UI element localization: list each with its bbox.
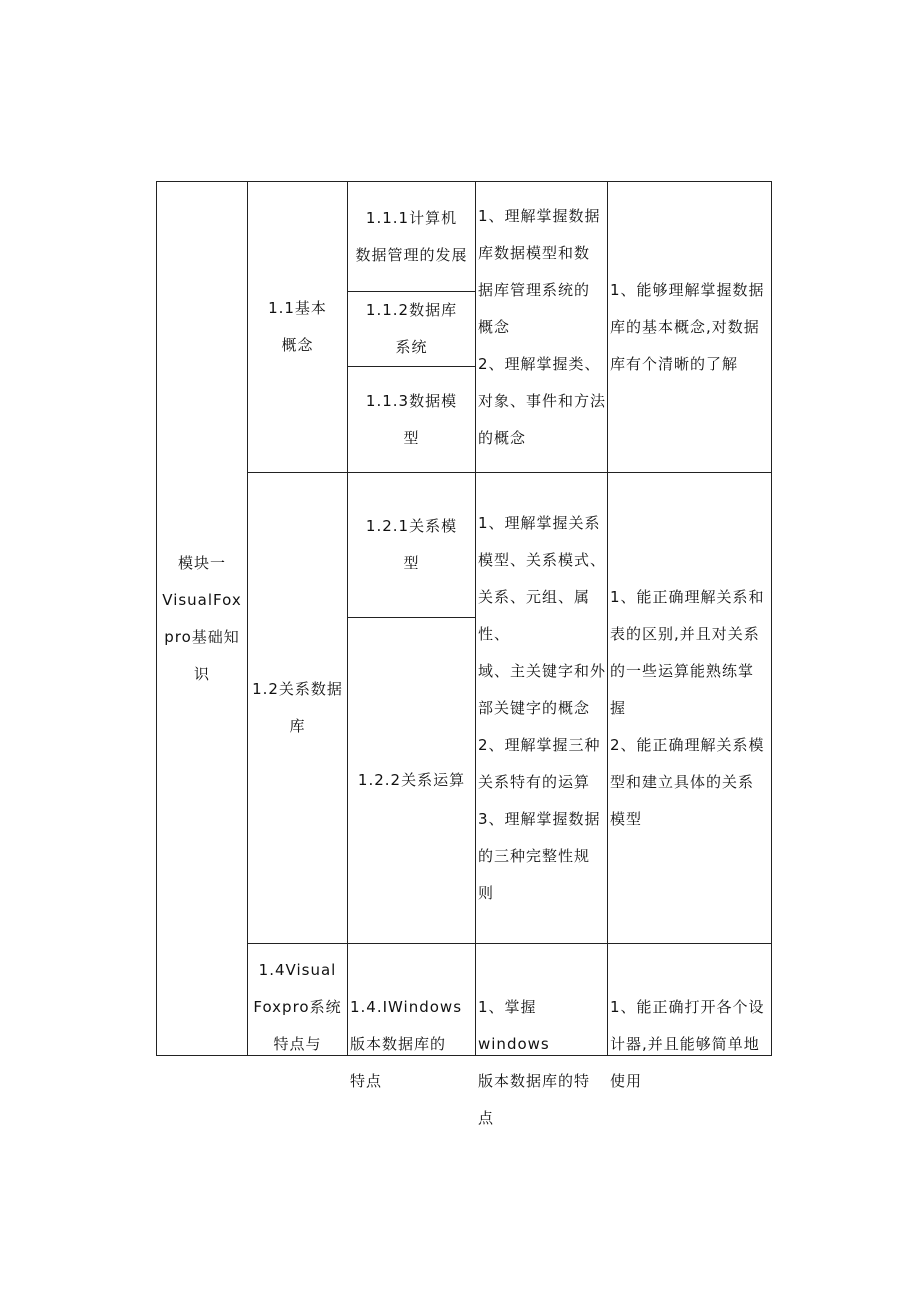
subtopic-cell [347, 617, 476, 944]
objectives-cell [475, 472, 608, 944]
subtopic-label: 1.2.2关系运算 [357, 771, 466, 789]
subtopic-label: 1.1.2数据库 系统 [365, 301, 458, 356]
abilities-cell [607, 943, 772, 1090]
subtopic-cell [347, 181, 476, 292]
objectives-text: 1、理解掌握数据 库数据模型和数 据库管理系统的 概念 2、理解掌握类、 对象、事件和方法 的概念 [478, 206, 607, 447]
subtopic-cell [347, 943, 476, 1090]
abilities-cell [607, 472, 772, 944]
section-title-cell [247, 181, 348, 473]
subtopic-label: 1.1.1计算机 数据管理的发展 [355, 208, 468, 264]
objectives-cell [475, 181, 608, 473]
section-title-cell [247, 472, 348, 944]
abilities-text: 1、能正确打开各个设 计器,并且能够简单地 使用 [610, 998, 765, 1090]
subtopic-label: 1.4.IWindows 版本数据库的 特点 [350, 998, 463, 1090]
subtopic-cell [347, 472, 476, 618]
section-title-cell [247, 943, 348, 1056]
subtopic-cell [347, 291, 476, 367]
subtopic-cell [347, 366, 476, 473]
objectives-text: 1、掌握windows 版本数据库的特 点 [478, 998, 591, 1127]
section-title: 1.4Visual Foxpro系统 特点与 [253, 961, 342, 1053]
section-title: 1.2关系数据 库 [252, 680, 343, 735]
module-title: 模块一 VisualFox pro基础知 识 [162, 553, 242, 683]
module-cell [156, 181, 248, 1056]
objectives-text: 1、理解掌握关系 模型、关系模式、 关系、元组、属性、 域、主关键字和外 部关键字的概念 2、理解掌握三种 关系特有的运算 3、理解掌握数据 的三种完整性规 则 [478, 513, 607, 902]
abilities-text: 1、能正确理解关系和 表的区别,并且对关系 的一些运算能熟练掌 握 2、能正确理解关系模 型和建立具体的关系 模型 [610, 587, 765, 828]
subtopic-label: 1.2.1关系模 型 [365, 517, 458, 572]
subtopic-label: 1.1.3数据模 型 [365, 391, 458, 447]
abilities-cell [607, 181, 772, 473]
section-title: 1.1基本 概念 [268, 299, 327, 354]
abilities-text: 1、能够理解掌握数据 库的基本概念,对数据 库有个清晰的了解 [610, 280, 765, 373]
objectives-cell [475, 943, 608, 1127]
